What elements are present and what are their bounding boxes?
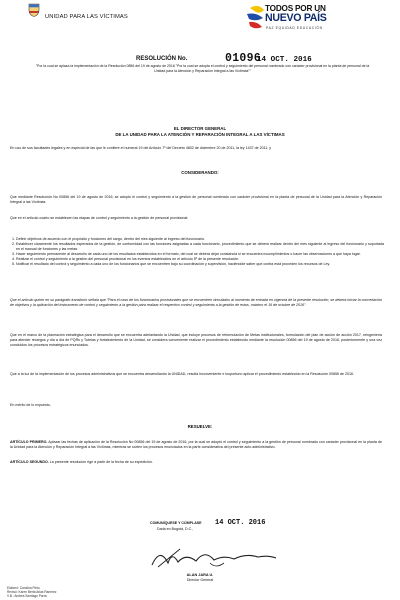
article-1-label: ARTÍCULO PRIMERO.	[10, 440, 48, 444]
list-item: 3. Hacer seguimiento permanente al desarrollo de cada uno de los resultados establecidos en el formato, del cual se deberá dejar constancia si se encuentra incumplimientos o hacer las observaciones a que haya lugar.	[16, 252, 384, 257]
logo-line-3: PAZ EQUIDAD EDUCACIÓN	[266, 26, 323, 30]
footer-line-1: Elaboró: Carolina Pinto	[7, 586, 40, 590]
closing-line-1: COMUNÍQUESE Y CÚMPLASE	[150, 521, 202, 525]
resolution-date: 14 OCT. 2016	[257, 56, 312, 64]
paragraph-3: Que el artículo quinto en su parágrafo transitorio señala que "Para el caso de los funcionarios provisionales que se encuentren vinculados al momento de entrada en vigencia de la presente resolución, se deberá iniciar la concertación de objetivos y la aplicación del instrumento de control y seguimiento a la gestión para realizar el respectivo control y seguimiento a la gestión de estos, máximo el 16 de octubre de 2016".	[10, 298, 382, 307]
resolution-number: 01096	[225, 52, 262, 65]
resolution-subject: "Por la cual se aplaza la implementación de la Resolución 0856 del 19 de agosto de 2016 "Por la cual se adopta el control y seguimiento del personal nombrado con carácter provisional en la planta de personal de la Unidad para la Atención y Reparación Integral a las Víctimas""	[35, 64, 370, 73]
authority-line-1: EL DIRECTOR GENERAL	[173, 126, 227, 131]
footer-line-3: V.B.: Andrés Santiago Parra	[7, 594, 47, 598]
signatory-title: Director General	[186, 578, 214, 582]
resuelve-heading: RESUELVE:	[187, 424, 213, 429]
preamble: En uso de sus facultades legales y en especial de las que le confiere el numeral 19 del Artículo 7º del Decreto 4802 de diciembre 20 de 2011, la ley 1437 de 2011, y	[10, 146, 272, 150]
signature-icon	[150, 543, 280, 573]
list-item: 1. Definir objetivos de acuerdo con el propósito y funciones del cargo, dentro del mes siguiente al ingreso del funcionario.	[16, 237, 384, 242]
article-1-text: Aplazar las fechas de aplicación de la Resolución No 00856 del 19 de agosto de 2016, por la cual se adoptó el control y seguimiento a la gestión de personal nombrado con carácter provisional en la planta de la Unidad para la Atención y Reparación Integral a las Víctimas, mientras se surten los procesos enunciados en la parte considerativa del presente acto administrativo.	[10, 440, 382, 449]
footer-line-2: Revisó: Karen Berta Arias Ramírez	[7, 590, 57, 594]
list-item: 2. Establecer claramente los resultados esperados de la gestión, de conformidad con las funciones asignadas a cada funcionario, procedimiento que se deberá realizar dentro del mes siguiente al ingreso del funcionario y soportada en el manual de funciones y las metas.	[16, 242, 384, 252]
list-item: 4. Realizar el control y seguimiento a la gestión del personal provisional en los eventos establecidos en el artículo 5º de la presente resolución.	[16, 257, 384, 262]
coat-of-arms-icon	[28, 3, 40, 17]
unit-logo-text: UNIDAD PARA LAS VÍCTIMAS	[45, 14, 128, 20]
paragraph-1: Que mediante Resolución No 00856 del 19 de agosto de 2016, se adoptó el control y seguimiento a la gestión de personal nombrado con carácter provisional en la planta de personal de la Unidad para la Atención y Reparación Integral a las Víctimas.	[10, 195, 382, 204]
logo-line-2: NUEVO PAÍS	[265, 12, 327, 24]
considerando-heading: CONSIDERANDO:	[181, 170, 219, 175]
authority-line-2: DE LA UNIDAD PARA LA ATENCIÓN Y REPARACIÓN INTEGRAL A LAS VÍCTIMAS	[115, 132, 285, 137]
closing-date: 14 OCT. 2016	[215, 519, 266, 527]
control-stages-list	[10, 237, 384, 267]
paragraph-2: Que en el artículo cuarto se establecen las etapas de control y seguimiento a la gestión de personal provisional:	[10, 216, 189, 220]
resolution-label: RESOLUCIÓN No.	[136, 56, 188, 62]
list-item: 5. Notificar el resultado del control y seguimiento a cada uno de los funcionarios que se encuentren bajo su coordinación y supervisión, haciéndole saber que contra está proceden los recursos de Ley.	[16, 262, 384, 267]
article-2	[10, 460, 382, 465]
article-1	[10, 440, 382, 450]
signatory-name: ALAN JARA U.	[186, 573, 214, 577]
paragraph-4: Que en el marco de la planeación estratégica para el desarrollo que se encuentra adelantando la Unidad, que incluye procesos de reformulación de Metas institucionales, formulación del plan de acción de acción 2017, reingeniería para atender recargos y día a día de PQRs y Tutelas y fortalecimiento de la Unidad, se considera conveniente realizar el procedimiento establecido mediante la resolución 00856 del 19 de agosto de 2016, posteriormente y una vez concluidos los procesos estratégicos enunciados.	[10, 333, 382, 347]
article-2-text: La presente resolución rige a partir de la fecha de su expedición.	[49, 460, 153, 464]
paragraph-6: En mérito de lo expuesto,	[10, 403, 51, 407]
closing-line-2: Dada en Bogotá, D.C.,	[157, 527, 194, 531]
article-2-label: ARTÍCULO SEGUNDO.	[10, 460, 49, 464]
footer-credits	[7, 586, 56, 598]
logo-line-1: TODOS POR UN	[265, 4, 326, 13]
paragraph-5: Que a la luz de la implementación de los procesos administrativos que se encuentra desarrollando la UNIDAD, resulta inconveniente e inoportuno aplicar el procedimiento establecido en la Resolución 00856 de 2016.	[10, 372, 355, 376]
